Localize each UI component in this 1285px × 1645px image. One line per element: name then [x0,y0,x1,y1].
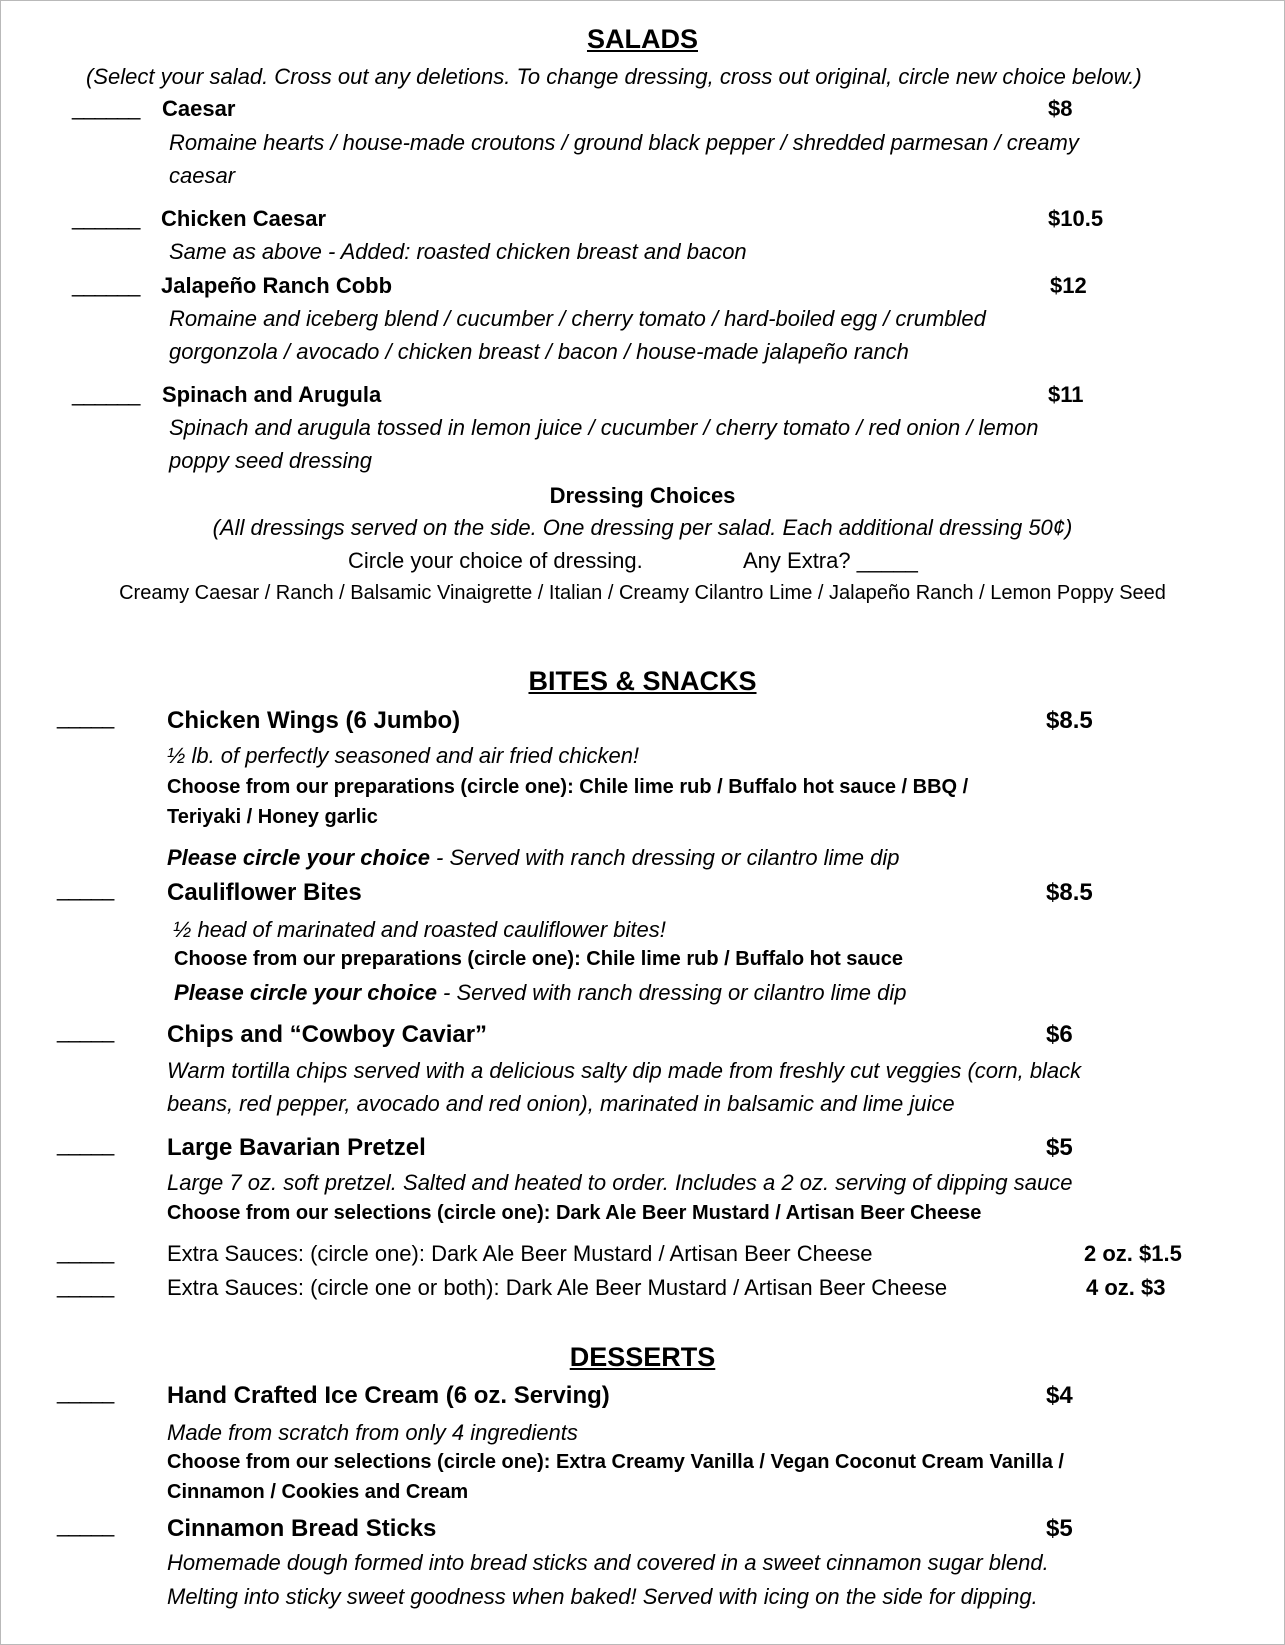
chicken-caesar-order-blank[interactable]: ______ [72,205,140,230]
chicken-caesar-name: Chicken Caesar [161,206,327,231]
wings-circle-label: Please circle your choice [167,845,430,870]
caesar-price: $8 [1048,96,1073,121]
dressing-title: Dressing Choices [549,483,736,508]
chips-desc: Warm tortilla chips served with a delicious salty dip made from freshly cut veggies (corn, black [167,1058,1082,1083]
wings-name: Chicken Wings (6 Jumbo) [167,707,461,734]
dressing-circle-instruction: Circle your choice of dressing. [348,548,643,573]
wings-dip-choice [167,845,899,871]
extra-sauce-4oz-blank[interactable]: _____ [57,1273,114,1298]
wings-desc: ½ lb. of perfectly seasoned and air fried chicken! [167,743,640,768]
chips-desc-cont: beans, red pepper, avocado and red onion), marinated in balsamic and lime juice [167,1091,955,1116]
icecream-selections-cont[interactable]: Cinnamon / Cookies and Cream [167,1481,469,1503]
wings-order-blank[interactable]: _____ [57,704,114,729]
caesar-desc: Romaine hearts / house-made croutons / ground black pepper / shredded parmesan / creamy [169,130,1079,155]
wings-dip-text[interactable]: - Served with ranch dressing or cilantro lime dip [429,845,900,870]
extra-sauce-4oz-price: 4 oz. $3 [1086,1275,1166,1300]
cobb-price: $12 [1050,273,1087,298]
cauliflower-dip-choice [174,980,906,1006]
caesar-order-blank[interactable]: ______ [72,95,140,120]
spinach-order-blank[interactable]: ______ [72,381,140,406]
spinach-name: Spinach and Arugula [162,382,382,407]
extra-sauce-2oz[interactable]: Extra Sauces: (circle one): Dark Ale Beer Mustard / Artisan Beer Cheese [167,1241,873,1266]
cauliflower-desc: ½ head of marinated and roasted cauliflower bites! [173,917,666,942]
chips-order-blank[interactable]: _____ [57,1018,114,1043]
chicken-caesar-desc: Same as above - Added: roasted chicken breast and bacon [169,239,747,264]
desserts-title: DESSERTS [569,1342,716,1372]
cauliflower-preparations[interactable]: Choose from our preparations (circle one): Chile lime rub / Buffalo hot sauce [174,948,903,970]
extra-sauce-2oz-blank[interactable]: _____ [57,1239,114,1264]
breadsticks-order-blank[interactable]: _____ [57,1512,114,1537]
pretzel-name: Large Bavarian Pretzel [167,1134,426,1161]
cauliflower-dip-text[interactable]: - Served with ranch dressing or cilantro lime dip [436,980,907,1005]
extra-sauce-2oz-price: 2 oz. $1.5 [1084,1241,1182,1266]
cauliflower-circle-label: Please circle your choice [174,980,437,1005]
wings-price: $8.5 [1046,707,1093,734]
cobb-desc-cont: gorgonzola / avocado / chicken breast / bacon / house-made jalapeño ranch [169,339,909,364]
dressing-choices[interactable]: Creamy Caesar / Ranch / Balsamic Vinaigrette / Italian / Creamy Cilantro Lime / Jalapeño Ranch / Lemon Poppy Seed [119,582,1166,604]
icecream-selections[interactable]: Choose from our selections (circle one): Extra Creamy Vanilla / Vegan Coconut Cream Vanilla / [167,1451,1064,1473]
spinach-desc: Spinach and arugula tossed in lemon juice / cucumber / cherry tomato / red onion / lemon [169,415,1039,440]
cauliflower-price: $8.5 [1046,879,1093,906]
breadsticks-desc-cont: Melting into sticky sweet goodness when baked! Served with icing on the side for dipping. [167,1584,1038,1609]
spinach-price: $11 [1048,382,1084,407]
bites-title: BITES & SNACKS [528,666,757,696]
breadsticks-price: $5 [1046,1515,1073,1542]
pretzel-desc: Large 7 oz. soft pretzel. Salted and heated to order. Includes a 2 oz. serving of dipping sauce [167,1170,1073,1195]
icecream-order-blank[interactable]: _____ [57,1379,114,1404]
salads-instructions: (Select your salad. Cross out any deletions. To change dressing, cross out original, circle new choice below.) [86,64,1142,89]
spinach-desc-cont: poppy seed dressing [169,448,373,473]
chips-price: $6 [1046,1021,1073,1048]
caesar-name: Caesar [162,96,236,121]
salads-title: SALADS [586,24,698,54]
chips-name: Chips and “Cowboy Caviar” [167,1021,488,1048]
cobb-name: Jalapeño Ranch Cobb [161,273,393,298]
icecream-name: Hand Crafted Ice Cream (6 oz. Serving) [167,1382,610,1409]
icecream-price: $4 [1046,1382,1073,1409]
pretzel-price: $5 [1046,1134,1073,1161]
cobb-desc: Romaine and iceberg blend / cucumber / cherry tomato / hard-boiled egg / crumbled [169,306,986,331]
cobb-order-blank[interactable]: ______ [72,272,140,297]
wings-preparations-cont[interactable]: Teriyaki / Honey garlic [167,806,378,828]
icecream-desc: Made from scratch from only 4 ingredients [167,1420,578,1445]
dressing-note: (All dressings served on the side. One dressing per salad. Each additional dressing 50¢) [212,515,1073,540]
caesar-desc-cont: caesar [169,163,236,188]
cauliflower-name: Cauliflower Bites [167,879,362,906]
breadsticks-name: Cinnamon Bread Sticks [167,1515,437,1542]
chicken-caesar-price: $10.5 [1048,206,1104,231]
wings-preparations[interactable]: Choose from our preparations (circle one): Chile lime rub / Buffalo hot sauce / BBQ / [167,776,969,798]
pretzel-order-blank[interactable]: _____ [57,1131,114,1156]
pretzel-selections[interactable]: Choose from our selections (circle one): Dark Ale Beer Mustard / Artisan Beer Cheese [167,1202,982,1224]
breadsticks-desc: Homemade dough formed into bread sticks and covered in a sweet cinnamon sugar blend. [167,1550,1049,1575]
cauliflower-order-blank[interactable]: _____ [57,876,114,901]
dressing-extra-field[interactable]: Any Extra? _____ [743,548,918,573]
extra-sauce-4oz[interactable]: Extra Sauces: (circle one or both): Dark Ale Beer Mustard / Artisan Beer Cheese [167,1275,948,1300]
